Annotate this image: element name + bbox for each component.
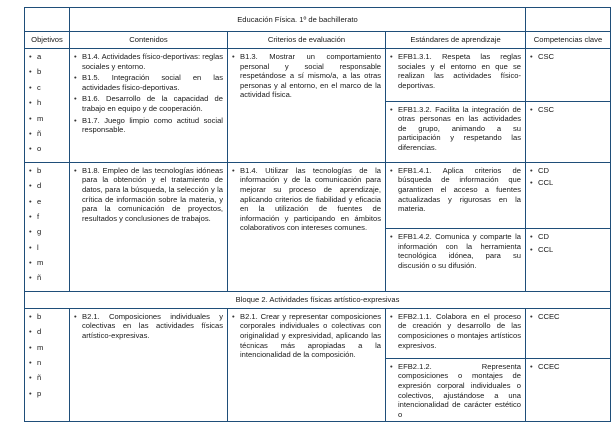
objetivo-item: • e bbox=[29, 197, 65, 207]
objetivo-item: • p bbox=[29, 389, 65, 399]
criterio-cell bbox=[228, 49, 386, 163]
criterio-item: • B1.4. Utilizar las tecnologías de la información y de la comunicación para mejorar su proceso de aprendizaje, aplicando criterios de fiabilidad y eficacia en la utilización de fuentes de información y participando en ámbitos colaborativos con intereses comunes. bbox=[232, 166, 381, 233]
competencia-item: • CCEC bbox=[530, 362, 606, 372]
col-estandares: Estándares de aprendizaje bbox=[386, 32, 526, 49]
objetivo-item: • ñ bbox=[29, 129, 65, 139]
competencia-cell bbox=[526, 308, 611, 358]
estandar-cell bbox=[386, 162, 526, 228]
row-b1-g1a bbox=[25, 49, 611, 102]
estandar-item: • EFB2.1.1. Colabora en el proceso de creación y desarrollo de las composiciones o montajes artísticos expresivos. bbox=[390, 312, 521, 350]
criterio-item: • B2.1. Crear y representar composiciones corporales individuales o colectivas con originalidad y expresividad, aplicando las técnicas más apropiadas a la intencionalidad de la composición. bbox=[232, 312, 381, 360]
competencia-item: • CD bbox=[530, 166, 606, 176]
table-title: Educación Física. 1º de bachillerato bbox=[70, 8, 526, 32]
criterio-cell bbox=[228, 162, 386, 291]
objetivo-item: • b bbox=[29, 312, 65, 322]
competencia-item: • CCL bbox=[530, 245, 606, 255]
contenidos-cell bbox=[70, 308, 228, 422]
objetivo-item: • f bbox=[29, 212, 65, 222]
col-criterios: Criterios de evaluación bbox=[228, 32, 386, 49]
objetivo-item: • m bbox=[29, 258, 65, 268]
objetivo-item: • b bbox=[29, 67, 65, 77]
competencia-cell bbox=[526, 162, 611, 228]
title-row bbox=[25, 8, 611, 32]
contenido-item: • B1.8. Empleo de las tecnologías idóneas para la obtención y el tratamiento de datos, para la búsqueda, la selección y la crítica de información sobre la materia, y para la comunicación de proyectos, resultados y conclusiones de trabajos. bbox=[74, 166, 223, 224]
objetivos-cell bbox=[25, 162, 70, 291]
criterio-item: • B1.3. Mostrar un comportamiento personal y social responsable respetándose a sí mismo/a, a las otras personas y al entorno, en el marco de la actividad física. bbox=[232, 52, 381, 100]
objetivo-item: • l bbox=[29, 243, 65, 253]
objetivo-item: • a bbox=[29, 52, 65, 62]
column-header-row bbox=[25, 32, 611, 49]
objetivo-item: • o bbox=[29, 144, 65, 154]
objetivo-item: • ñ bbox=[29, 273, 65, 283]
objetivos-cell bbox=[25, 49, 70, 163]
competencia-item: • CSC bbox=[530, 52, 606, 62]
objetivo-item: • d bbox=[29, 327, 65, 337]
contenido-item: • B1.5. Integración social en las actividades físico-deportivas. bbox=[74, 73, 223, 92]
block2-title: Bloque 2. Actividades físicas artístico-expresivas bbox=[25, 291, 611, 308]
contenido-item: • B1.6. Desarrollo de la capacidad de trabajo en equipo y de cooperación. bbox=[74, 94, 223, 113]
competencia-item: • CSC bbox=[530, 105, 606, 115]
estandar-item: • EFB1.3.2. Facilita la integración de otras personas en las actividades de grupo, animando a su participación y respetando las diferencias. bbox=[390, 105, 521, 153]
curriculum-table bbox=[24, 7, 611, 422]
estandar-cell bbox=[386, 49, 526, 102]
contenido-item: • B2.1. Composiciones individuales y colectivas en las actividades físicas artístico-expresivas. bbox=[74, 312, 223, 341]
competencia-cell bbox=[526, 229, 611, 292]
contenido-item: • B1.4. Actividades físico-deportivas: reglas sociales y entorno. bbox=[74, 52, 223, 71]
objetivo-item: • b bbox=[29, 166, 65, 176]
estandar-cell bbox=[386, 229, 526, 292]
objetivo-item: • ñ bbox=[29, 373, 65, 383]
estandar-item: • EFB1.4.2. Comunica y comparte la información con la herramienta tecnológica idónea, para su discusión o su difusión. bbox=[390, 232, 521, 270]
estandar-cell bbox=[386, 358, 526, 422]
competencia-item: • CCL bbox=[530, 178, 606, 188]
competencia-cell bbox=[526, 358, 611, 422]
objetivo-item: • n bbox=[29, 358, 65, 368]
competencia-cell bbox=[526, 49, 611, 102]
col-contenidos: Contenidos bbox=[70, 32, 228, 49]
objetivo-item: • d bbox=[29, 181, 65, 191]
estandar-item: • EFB1.3.1. Respeta las reglas sociales y el entorno en que se realizan las actividades físico-deportivas. bbox=[390, 52, 521, 90]
criterio-cell bbox=[228, 308, 386, 422]
estandar-cell bbox=[386, 308, 526, 358]
objetivo-item: • m bbox=[29, 114, 65, 124]
row-b1-g2a bbox=[25, 162, 611, 228]
block2-title-row bbox=[25, 291, 611, 308]
objetivo-item: • g bbox=[29, 227, 65, 237]
estandar-item: • EFB2.1.2. Representa composiciones o montajes de expresión corporal individuales o colectivos, ajustándose a una intencionalidad de carácter estético o bbox=[390, 362, 521, 420]
col-objetivos: Objetivos bbox=[25, 32, 70, 49]
contenido-item: • B1.7. Juego limpio como actitud social responsable. bbox=[74, 116, 223, 135]
contenidos-cell bbox=[70, 162, 228, 291]
row-b2a bbox=[25, 308, 611, 358]
estandar-cell bbox=[386, 101, 526, 162]
objetivo-item: • h bbox=[29, 98, 65, 108]
objetivo-item: • m bbox=[29, 343, 65, 353]
competencia-cell bbox=[526, 101, 611, 162]
competencia-item: • CCEC bbox=[530, 312, 606, 322]
contenidos-cell bbox=[70, 49, 228, 163]
competencia-item: • CD bbox=[530, 232, 606, 242]
objetivos-cell bbox=[25, 308, 70, 422]
objetivo-item: • c bbox=[29, 83, 65, 93]
col-competencias: Competencias clave bbox=[526, 32, 611, 49]
estandar-item: • EFB1.4.1. Aplica criterios de búsqueda de información que garanticen el acceso a fuentes actualizadas y rigurosas en la materia. bbox=[390, 166, 521, 214]
